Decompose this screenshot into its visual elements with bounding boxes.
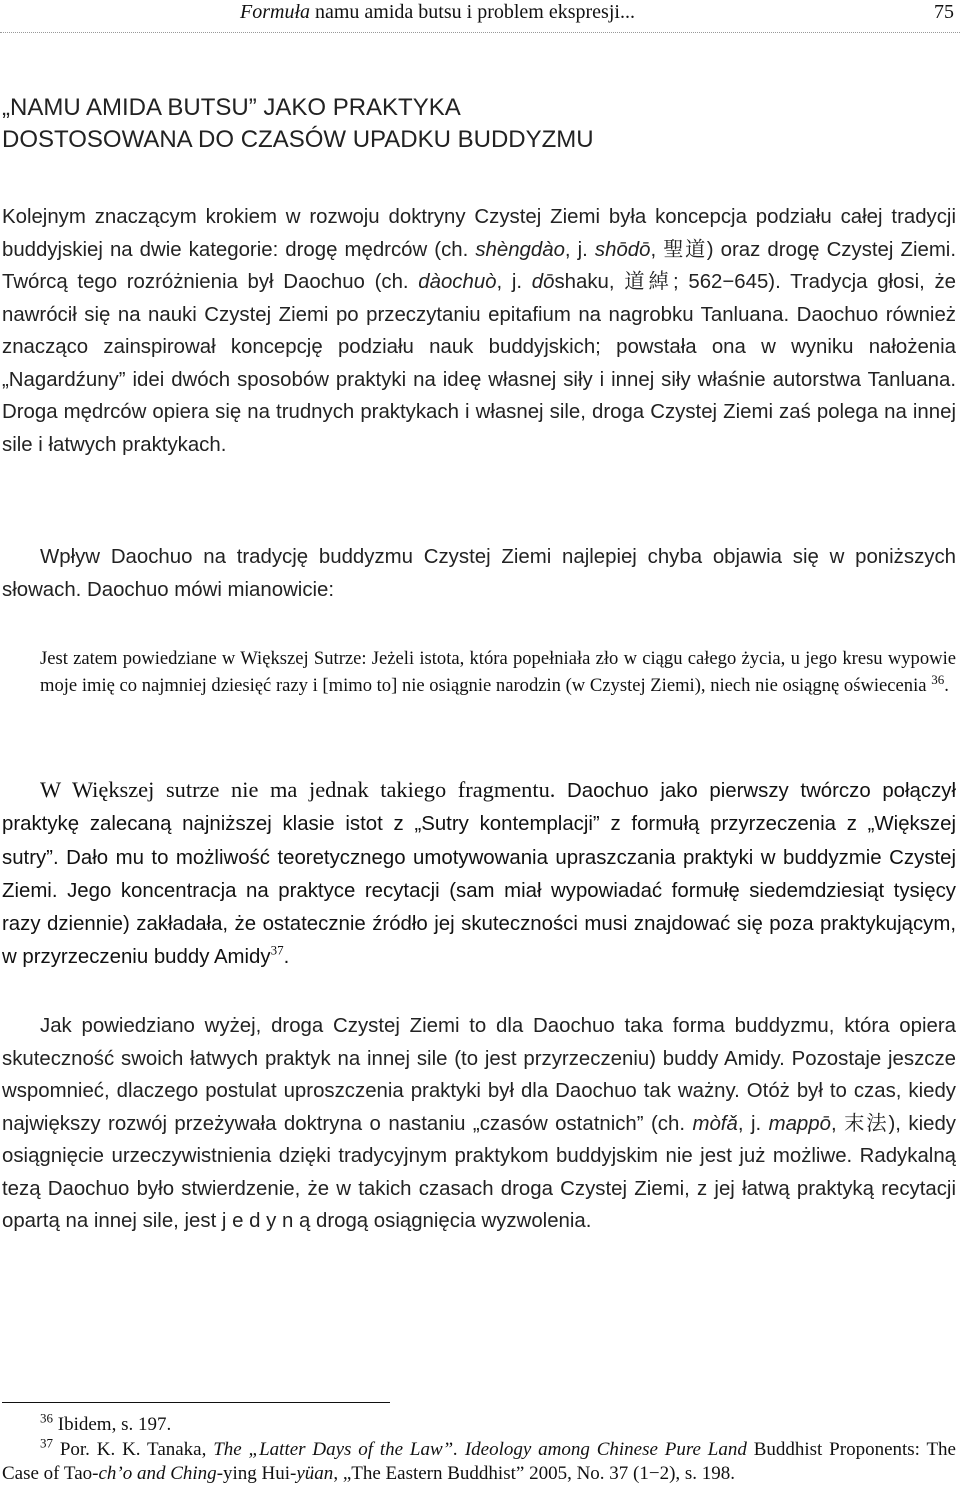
footnote-37-italic-c: yüan bbox=[296, 1463, 334, 1484]
footnote-ref-36[interactable]: 36 bbox=[931, 671, 945, 687]
paragraph-1-part-c: , 聖道) oraz drogę Czystej Ziemi. Twórcą tego rozróżnienia był Daochuo (ch. bbox=[2, 238, 957, 293]
header-rule bbox=[0, 32, 960, 33]
section-heading-line-1: „NAMU AMIDA BUTSU” JAKO PRAKTYKA bbox=[2, 94, 461, 121]
footnote-36-text: Ibidem, s. 197. bbox=[53, 1414, 172, 1435]
paragraph-4-part-a: Jak powiedziano wyżej, droga Czystej Ziemi to dla Daochuo taka forma buddyzmu, która opiera skuteczność swoich łatwych praktyk na innej sile (to jest przyrzeczeniu) buddy Amidy. Pozostaje jeszcze wspomnieć, dlaczego postulat uproszczenia praktyki był dla Daochuo tak ważny. Otóż był to czas, kiedy największy rozwój przeżywała doktryna o nastaniu „czasów ostatnich” (ch. bbox=[2, 1015, 956, 1135]
footnotes bbox=[2, 1410, 956, 1487]
footnote-37-part-c: -ying Hui- bbox=[216, 1463, 297, 1484]
running-header bbox=[0, 0, 960, 28]
paragraph-2: Wpływ Daochuo na tradycję buddyzmu Czystej Ziemi najlepiej chyba objawia się w poniższych słowach. Daochuo mówi mianowicie: bbox=[2, 546, 956, 601]
block-quote-end: . bbox=[944, 674, 949, 696]
footnote-36-number: 36 bbox=[40, 1410, 53, 1426]
page-number: 75 bbox=[934, 1, 954, 23]
running-header-title bbox=[240, 1, 635, 24]
paragraph-1-part-a: Kolejnym znaczącym krokiem w rozwoju doktryny Czystej Ziemi była koncepcja podziału całej tradycji buddyjskiej na dwie kategorie: drogę mędrców (ch. bbox=[2, 206, 956, 261]
paragraph-3 bbox=[2, 774, 956, 974]
footnote-separator bbox=[2, 1402, 390, 1403]
section-heading bbox=[2, 92, 594, 156]
paragraph-3-end: . bbox=[283, 946, 290, 969]
paragraph-4 bbox=[2, 1010, 956, 1238]
running-header-title-italic: Formuła bbox=[240, 1, 310, 23]
footnote-36 bbox=[2, 1410, 956, 1438]
paragraph-3-sans-text: Daochuo jako pierwszy twórczo połączył praktykę zalecaną najniższej klasie istot z „Sutry kontemplacji” z formułą przyrzeczenia z „Większej sutry”. Dało mu to możliwość teoretycznego umotywowania upraszczania praktyki w buddyzmie Czystej Ziemi. Jego koncentracja na praktyce recytacji (sam miał wypowiadać formułę siedemdziesiąt tysięcy razy dziennie) zakładała, że ostatecznie źródło jej skuteczności musi znajdować się poza praktykującym, w przyrzeczeniu buddy Amidy bbox=[2, 780, 957, 969]
term-mofa: mòfǎ bbox=[692, 1112, 738, 1135]
running-header-title-rest: namu amida butsu i problem ekspresji... bbox=[310, 1, 635, 23]
term-shengdao: shèngdào bbox=[475, 238, 565, 261]
term-mappo: mappō bbox=[768, 1112, 831, 1135]
footnote-37-number: 37 bbox=[40, 1435, 53, 1451]
paragraph-4-part-c: , 末法), kiedy osiągnięcie urzeczywistnienia dzięki tradycyjnym praktykom buddyjskim nie jest już możliwe. Radykalną tezą Daochuo było stwierdzenie, że w takich czasach droga Czystej Ziemi, z jej łatwą praktyką recytacji opartą na innej sile, jest j e d y n ą drogą osiągnięcia wyzwolenia. bbox=[2, 1112, 956, 1232]
term-do: dō bbox=[531, 271, 555, 293]
term-daochuo: dàochuò bbox=[418, 271, 497, 293]
footnote-37-part-d: , „The Eastern Buddhist” 2005, No. 37 (1−2), s. 198. bbox=[333, 1463, 736, 1484]
paragraph-4-part-b: , j. bbox=[737, 1112, 769, 1135]
block-quote-text: Jest zatem powiedziane w Większej Sutrze: Jeżeli istota, która popełniała zło w ciągu całego życia, u jego kresu wypowie moje imię co najmniej dziesięć razy i [mimo to] nie osiągnie narodzin (w Czystej Ziemi), niech nie osiągnę oświecenia bbox=[40, 648, 956, 696]
paragraph-1 bbox=[2, 201, 956, 461]
footnote-37-title: The „Latter Days of the Law”. Ideology among Chinese Pure Land bbox=[213, 1438, 747, 1460]
footnote-37 bbox=[2, 1435, 956, 1487]
footnote-ref-37[interactable]: 37 bbox=[270, 943, 284, 959]
section-heading-line-2: DOSTOSOWANA DO CZASÓW UPADKU BUDDYZMU bbox=[2, 126, 594, 153]
footnote-37-italic-b: ch’o and Ching bbox=[98, 1463, 217, 1484]
term-shodo: shōdō bbox=[594, 238, 651, 261]
paragraph-1-part-e: shaku, 道綽; 562−645). Tradycja głosi, że nawrócił się na nauki Czystej Ziemi po przeczytaniu epitafium na nagrobku Tanluana. Daochuo również znacząco zainspirował koncepcję podziału nauk buddyjskich; powstała ona w wyniku nałożenia „Nagardźuny” idei dwóch sposobów praktyki na ideę własnej siły i innej siły właśnie autorstwa Tanluana. Droga mędrców opiera się na trudnych praktykach i własnej sile, droga Czystej Ziemi zaś polega na innej sile i łatwych praktykach. bbox=[2, 271, 957, 456]
paragraph-1-part-d: , j. bbox=[496, 271, 532, 293]
footnote-37-part-b: Buddhist Proponents: The Case of Tao- bbox=[2, 1438, 956, 1484]
footnote-37-part-a: Por. K. K. Tanaka, bbox=[53, 1438, 214, 1460]
block-quote bbox=[40, 646, 956, 699]
paragraph-1-part-b: , j. bbox=[564, 238, 595, 261]
paragraph-3-serif-text: W Większej sutrze nie ma jednak takiego fragmentu. bbox=[40, 777, 568, 802]
